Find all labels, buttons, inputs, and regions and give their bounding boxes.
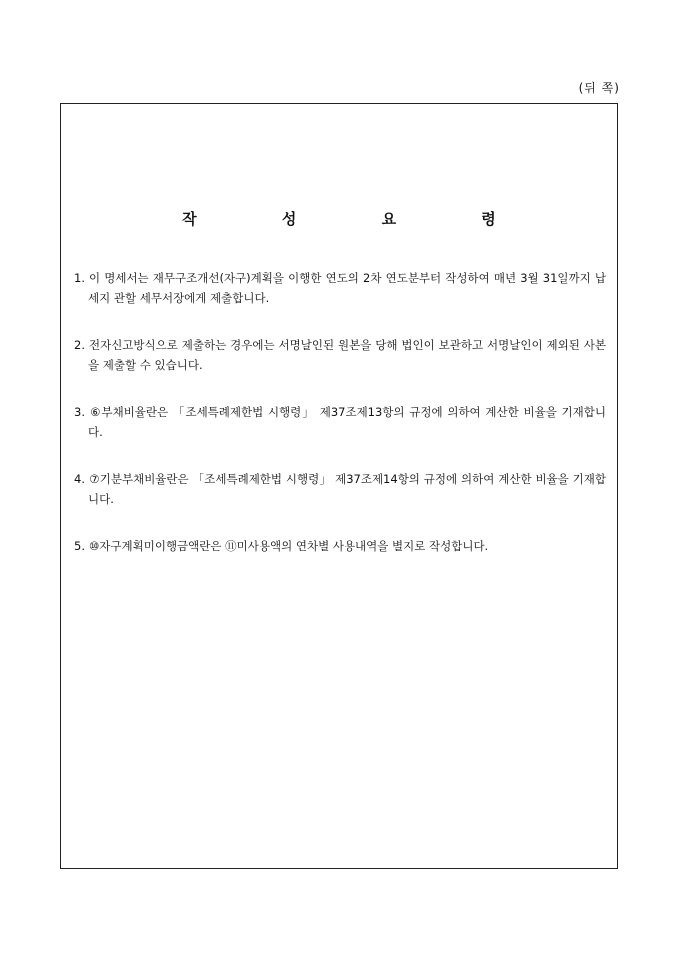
page-side-label: (뒤 쪽)	[578, 81, 620, 95]
instruction-item-2	[74, 335, 606, 375]
instruction-item-1	[74, 268, 606, 308]
instructions-frame	[60, 103, 618, 869]
instruction-list	[74, 268, 606, 583]
document-title: 작 성 요 령	[182, 210, 536, 228]
instruction-number: 3.	[74, 405, 85, 419]
instruction-number: 2.	[74, 338, 85, 352]
instruction-text: ⑩자구계획미이행금액란은 ⑪미사용액의 연차별 사용내역을 별지로 작성합니다.	[88, 539, 489, 553]
instruction-item-5	[74, 536, 606, 556]
instruction-item-3	[74, 402, 606, 442]
instruction-text: ⑦기분부채비율란은 「조세특례제한법 시행령」 제37조제14항의 규정에 의하여 계산한 비율을 기재합니다.	[88, 472, 606, 506]
instruction-number: 5.	[74, 539, 85, 553]
instruction-item-4	[74, 469, 606, 509]
instruction-number: 1.	[74, 271, 85, 285]
instruction-text: 이 명세서는 재무구조개선(자구)계획을 이행한 연도의 2차 연도분부터 작성하여 매년 3월 31일까지 납세지 관할 세무서장에게 제출합니다.	[88, 271, 606, 305]
instruction-text: ⑥부채비율란은 「조세특례제한법 시행령」 제37조제13항의 규정에 의하여 계산한 비율을 기재합니다.	[88, 405, 606, 439]
instruction-text: 전자신고방식으로 제출하는 경우에는 서명날인된 원본을 당해 법인이 보관하고 서명날인이 제외된 사본을 제출할 수 있습니다.	[88, 338, 606, 372]
instruction-number: 4.	[74, 472, 85, 486]
